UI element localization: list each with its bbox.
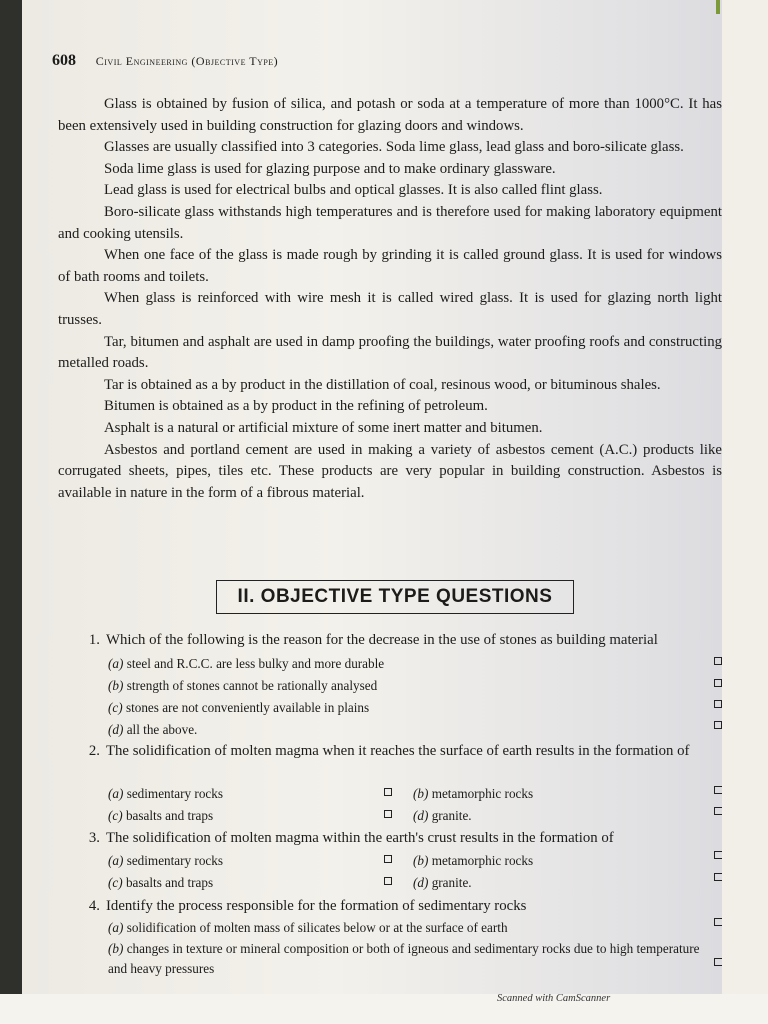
- option-letter: (a): [108, 786, 124, 801]
- option-letter: (c): [108, 700, 123, 715]
- question-text: Which of the following is the reason for the decrease in the use of stones as building material: [106, 632, 658, 648]
- option-text: stones are not conveniently available in plains: [125, 700, 370, 715]
- running-title: Civil Engineering (Objective Type): [95, 54, 279, 68]
- option-1d: [108, 720, 197, 740]
- option-3b: [413, 851, 533, 871]
- option-text: strength of stones cannot be rationally analysed: [126, 678, 378, 693]
- option-letter: (d): [108, 722, 124, 737]
- answer-checkbox[interactable]: [714, 918, 722, 926]
- option-text: steel and R.C.C. are less bulky and more durable: [126, 656, 385, 671]
- answer-checkbox[interactable]: [714, 807, 722, 815]
- option-2a: [108, 784, 223, 804]
- option-text: sedimentary rocks: [126, 786, 223, 801]
- option-letter: (a): [108, 853, 124, 868]
- option-3a: [108, 851, 223, 871]
- paragraph: Soda lime glass is used for glazing purpose and to make ordinary glassware.: [104, 160, 556, 177]
- answer-checkbox[interactable]: [714, 657, 722, 665]
- option-text: metamorphic rocks: [431, 786, 534, 801]
- option-letter: (a): [108, 920, 124, 935]
- option-letter: (b): [413, 853, 429, 868]
- paragraph: Bitumen is obtained as a by product in the refining of petroleum.: [104, 398, 488, 415]
- option-1c: [108, 698, 369, 718]
- body-text: [58, 94, 722, 504]
- section-title: II. OBJECTIVE TYPE QUESTIONS: [216, 580, 574, 614]
- question-text: Identify the process responsible for the formation of sedimentary rocks: [106, 898, 527, 914]
- answer-checkbox[interactable]: [714, 786, 722, 794]
- scanner-watermark: Scanned with CamScanner: [497, 993, 611, 1004]
- leaf-mark: [716, 0, 720, 14]
- option-letter: (b): [108, 678, 124, 693]
- paragraph: When one face of the glass is made rough by grinding it is called ground glass. It is used for windows of bath rooms and toilets.: [58, 247, 722, 285]
- option-letter: (c): [108, 808, 123, 823]
- paragraph: Lead glass is used for electrical bulbs and optical glasses. It is also called flint glass.: [104, 182, 603, 199]
- option-letter: (a): [108, 656, 124, 671]
- paragraph: Asbestos and portland cement are used in making a variety of asbestos cement (A.C.) products like corrugated sheets, pipes, tiles etc. These products are very popular in building construction. Asbestos is available in nature in the form of a fibrous material.: [58, 441, 722, 501]
- option-1b: [108, 676, 377, 696]
- question-number: 1.: [88, 632, 100, 648]
- paragraph: Tar is obtained as a by product in the distillation of coal, resinous wood, or bituminous shales.: [104, 376, 661, 393]
- page-number: 608: [52, 52, 76, 69]
- question-text: The solidification of molten magma when it reaches the surface of earth results in the formation of: [106, 743, 690, 759]
- paragraph: Tar, bitumen and asphalt are used in damp proofing the buildings, water proofing roofs and constructing metalled roads.: [58, 333, 722, 372]
- option-2d: [413, 806, 472, 826]
- option-text: granite.: [431, 808, 472, 823]
- question-number: 2.: [88, 743, 100, 759]
- answer-checkbox[interactable]: [384, 810, 392, 818]
- question-number: 4.: [88, 898, 100, 914]
- option-2b: [413, 784, 533, 804]
- answer-checkbox[interactable]: [714, 700, 722, 708]
- option-letter: (d): [413, 808, 429, 823]
- answer-checkbox[interactable]: [384, 877, 392, 885]
- answer-checkbox[interactable]: [714, 851, 722, 859]
- question-number: 3.: [88, 830, 100, 846]
- option-text: solidification of molten mass of silicates below or at the surface of earth: [126, 920, 508, 935]
- option-text: changes in texture or mineral composition or both of igneous and sedimentary rocks due to high temperature and heavy pressures: [108, 941, 700, 976]
- option-text: basalts and traps: [125, 875, 214, 890]
- option-text: granite.: [431, 875, 472, 890]
- option-text: all the above.: [126, 722, 198, 737]
- bottom-strip: [0, 994, 768, 1024]
- option-text: sedimentary rocks: [126, 853, 223, 868]
- paragraph: Asphalt is a natural or artificial mixture of some inert matter and bitumen.: [104, 419, 543, 436]
- option-3d: [413, 873, 472, 893]
- page-edge-shadow: [722, 0, 768, 1000]
- option-letter: (d): [413, 875, 429, 890]
- answer-checkbox[interactable]: [384, 788, 392, 796]
- option-letter: (b): [108, 941, 124, 956]
- paragraph: When glass is reinforced with wire mesh it is called wired glass. It is used for glazing north light trusses.: [58, 290, 722, 328]
- option-3c: [108, 873, 213, 893]
- option-text: basalts and traps: [125, 808, 214, 823]
- option-4b: [108, 939, 708, 979]
- option-letter: (b): [413, 786, 429, 801]
- answer-checkbox[interactable]: [714, 958, 722, 966]
- answer-checkbox[interactable]: [714, 721, 722, 729]
- option-text: metamorphic rocks: [431, 853, 534, 868]
- answer-checkbox[interactable]: [384, 855, 392, 863]
- option-2c: [108, 806, 213, 826]
- paragraph: Boro-silicate glass withstands high temperatures and is therefore used for making laboratory equipment and cooking utensils.: [58, 203, 722, 242]
- option-letter: (c): [108, 875, 123, 890]
- paragraph: Glasses are usually classified into 3 categories. Soda lime glass, lead glass and boro-silicate glass.: [104, 139, 684, 156]
- page-header: [52, 52, 278, 70]
- answer-checkbox[interactable]: [714, 873, 722, 881]
- option-1a: [108, 654, 384, 674]
- answer-checkbox[interactable]: [714, 679, 722, 687]
- option-4a: [108, 918, 708, 938]
- paragraph: Glass is obtained by fusion of silica, and potash or soda at a temperature of more than 1000°C. It has been extensively used in building construction for glazing doors and windows.: [58, 96, 722, 134]
- question-text: The solidification of molten magma within the earth's crust results in the formation of: [106, 830, 614, 846]
